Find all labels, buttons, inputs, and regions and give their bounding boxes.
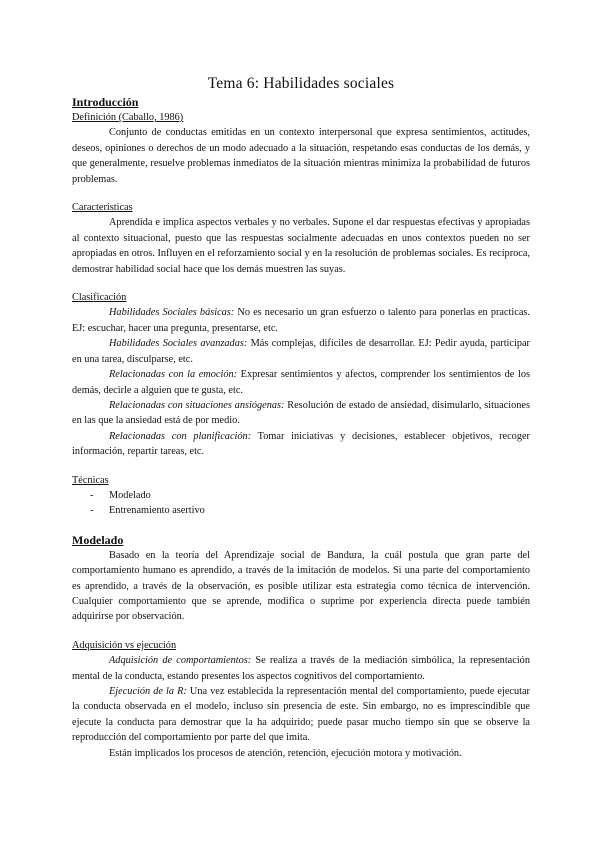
clasificacion-item (72, 398, 530, 429)
list-item: - Entrenamiento asertivo (72, 503, 530, 518)
clasificacion-text: No es necesario un gran esfuerzo o talento para ponerlas en practicas. EJ: escuchar, hacer una pregunta, presentarse, etc. (72, 307, 531, 334)
adquisicion-item (72, 653, 530, 684)
adquisicion-item (72, 684, 530, 746)
paragraph-modelado: Basado en la teoría del Aprendizaje social de Bandura, la cuál postula que gran parte del comportamiento humano es aprendido, a través de la imitación de modelos. Si una parte del comportamiento es aprendido, a través de la observación, es posible utilizar esta estrategia como técnica de intervención. Cualquier comportamiento que se aprende, modifica o suprime por experiencia directa puede también adquirirse por observación. (72, 549, 530, 623)
paragraph-closing: Están implicados los procesos de atención, retención, ejecución motora y motivación. (109, 747, 462, 759)
paragraph-caracteristicas: Aprendida e implica aspectos verbales y no verbales. Supone el dar respuestas efectivas y apropiadas al contexto situacional, puesto que las respuestas socialmente adecuadas en unos contextos pueden no ser apropiadas en otros. Influyen en el reforzamiento social y en la resolución de problemas sociales. Es recíproca, demostrar habilidad social hace que los demás muestren las suyas. (72, 217, 530, 275)
clasificacion-item (72, 336, 530, 367)
adquisicion-text: Se realiza a través de la mediación simbólica, la representación mental de la conducta, estando presentes los aspectos cognitivos del comportamiento. (72, 655, 530, 682)
clasificacion-text: Resolución de estado de ansiedad, disimularlo, situaciones en las que la ansiedad está de por medio. (72, 399, 530, 427)
clasificacion-term: Relacionadas con la emoción: (109, 369, 238, 381)
adquisicion-text: Una vez establecida la representación mental del comportamiento, puede ejecutar la conducta observada en el modelo, incluso sin presencia de este. Sin embargo, no es imprescindible que ejecute la conducta para demostrar que la ha adquirido; puede pasar mucho tiempo sin que se observe la reproducción del comportamiento por parte del que imita. (72, 686, 530, 744)
paragraph-definicion: Conjunto de conductas emitidas en un contexto interpersonal que expresa sentimientos, actitudes, deseos, opiniones o derechos de un modo adecuado a la situación, respetando esas conductas de los demás, y que generalmente, resuelve problemas inmediatos de la situación mientras minimiza la probabilidad de futuros problemas. (72, 127, 530, 185)
clasificacion-term: Relacionadas con situaciones ansiógenas: (109, 399, 285, 411)
clasificacion-text: Más complejas, difíciles de desarrollar. EJ: Pedir ayuda, participar en una tarea, disculparse, etc. (72, 338, 530, 365)
subheading-adquisicion: Adquisición vs ejecución (72, 639, 177, 651)
section-heading-modelado: Modelado (72, 532, 124, 547)
subheading-clasificacion: Clasificación (72, 292, 127, 304)
list-item: - Modelado (72, 488, 530, 503)
clasificacion-item (72, 367, 530, 398)
clasificacion-text: Expresar sentimientos y afectos, comprender los sentimientos de los demás, decirle a alguien que te gusta, etc. (72, 369, 530, 396)
subheading-definicion: Definición (Caballo, 1986) (72, 112, 184, 123)
clasificacion-term: Relacionadas con planificación: (109, 430, 252, 442)
section-heading-introduccion: Introducción (72, 95, 139, 109)
clasificacion-item (72, 429, 530, 460)
adquisicion-term: Ejecución de la R: (109, 686, 187, 697)
clasificacion-item (72, 305, 530, 336)
document-title: Tema 6: Habilidades sociales (207, 75, 395, 92)
clasificacion-term: Habilidades Sociales básicas: (109, 307, 235, 319)
document-page (72, 74, 530, 761)
clasificacion-text: Tomar iniciativas y decisiones, establecer objetivos, recoger información, repartir tareas, etc. (72, 430, 530, 458)
clasificacion-term: Habilidades Sociales avanzadas: (109, 338, 248, 350)
tecnicas-list (72, 488, 530, 519)
subheading-caracteristicas: Características (72, 202, 133, 214)
adquisicion-term: Adquisición de comportamientos: (109, 655, 252, 667)
subheading-tecnicas: Técnicas (72, 474, 109, 486)
